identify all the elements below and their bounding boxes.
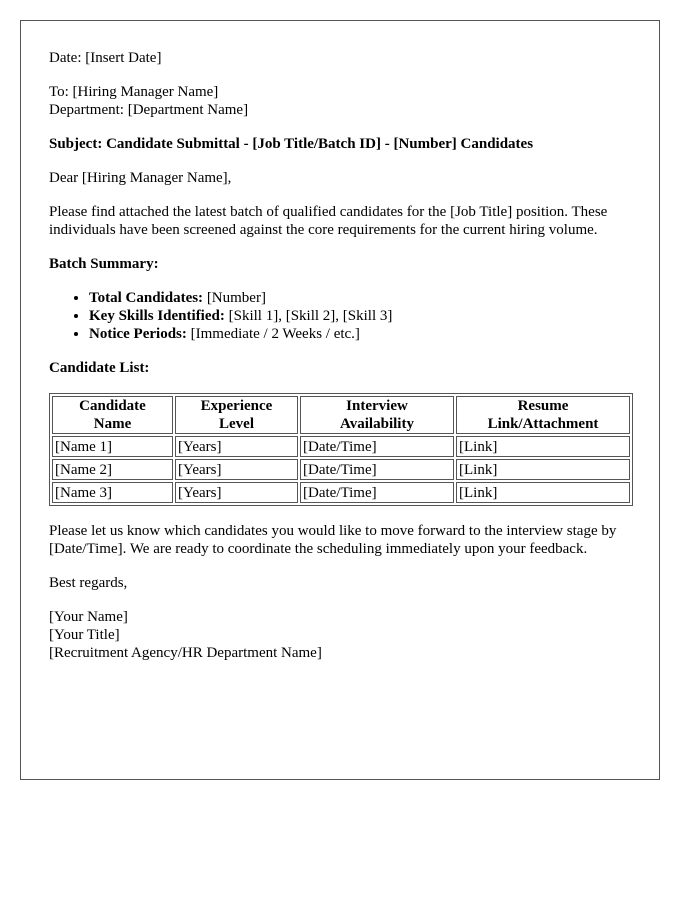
cell-availability: [Date/Time]: [300, 482, 454, 503]
table-header-row: [52, 396, 630, 434]
summary-label: Notice Periods:: [89, 326, 187, 342]
table-row: [52, 459, 630, 480]
closing-paragraph: Please let us know which candidates you would like to move forward to the interview stage by [Date/Time]. We are ready to coordinate the scheduling immediately upon your feedback.: [49, 523, 617, 557]
table-row: [52, 482, 630, 503]
table-row: [52, 436, 630, 457]
list-item: [89, 307, 625, 325]
column-header-experience-level: Experience Level: [175, 396, 298, 434]
letter-subject: Subject: Candidate Submittal - [Job Title/Batch ID] - [Number] Candidates: [49, 136, 534, 152]
cell-availability: [Date/Time]: [300, 436, 454, 457]
column-header-candidate-name: Candidate Name: [52, 396, 173, 434]
cell-availability: [Date/Time]: [300, 459, 454, 480]
summary-value: [Skill 1], [Skill 2], [Skill 3]: [224, 308, 393, 324]
cell-candidate-name: [Name 2]: [52, 459, 173, 480]
summary-value: [Immediate / 2 Weeks / etc.]: [186, 326, 360, 342]
letter-body: [49, 49, 625, 678]
column-header-interview-availability: Interview Availability: [300, 396, 454, 434]
signature-organization: [Recruitment Agency/HR Department Name]: [49, 645, 322, 661]
letter-greeting: Dear [Hiring Manager Name],: [49, 170, 232, 186]
cell-candidate-name: [Name 1]: [52, 436, 173, 457]
recipient-to: To: [Hiring Manager Name]: [49, 84, 219, 100]
recipient-department: Department: [Department Name]: [49, 102, 249, 118]
signature-block: [49, 608, 625, 662]
signature-title: [Your Title]: [49, 627, 120, 643]
letter-date: Date: [Insert Date]: [49, 50, 162, 66]
summary-label: Total Candidates:: [89, 290, 204, 306]
summary-label: Key Skills Identified:: [89, 308, 225, 324]
batch-summary-heading: Batch Summary:: [49, 256, 159, 272]
cell-candidate-name: [Name 3]: [52, 482, 173, 503]
cell-resume-link: [Link]: [456, 459, 630, 480]
sign-off: Best regards,: [49, 575, 128, 591]
recipient-block: [49, 83, 625, 119]
signature-name: [Your Name]: [49, 609, 128, 625]
cell-experience: [Years]: [175, 482, 298, 503]
list-item: [89, 289, 625, 307]
column-header-resume: Resume Link/Attachment: [456, 396, 630, 434]
cell-experience: [Years]: [175, 459, 298, 480]
list-item: [89, 325, 625, 343]
intro-paragraph: Please find attached the latest batch of qualified candidates for the [Job Title] position. These individuals have been screened against the core requirements for the current hiring volume.: [49, 204, 608, 238]
cell-resume-link: [Link]: [456, 482, 630, 503]
cell-experience: [Years]: [175, 436, 298, 457]
letter-page: [20, 20, 660, 780]
cell-resume-link: [Link]: [456, 436, 630, 457]
summary-value: [Number]: [203, 290, 266, 306]
batch-summary-list: [49, 289, 625, 343]
candidate-table: [49, 393, 633, 506]
candidate-list-heading: Candidate List:: [49, 360, 150, 376]
